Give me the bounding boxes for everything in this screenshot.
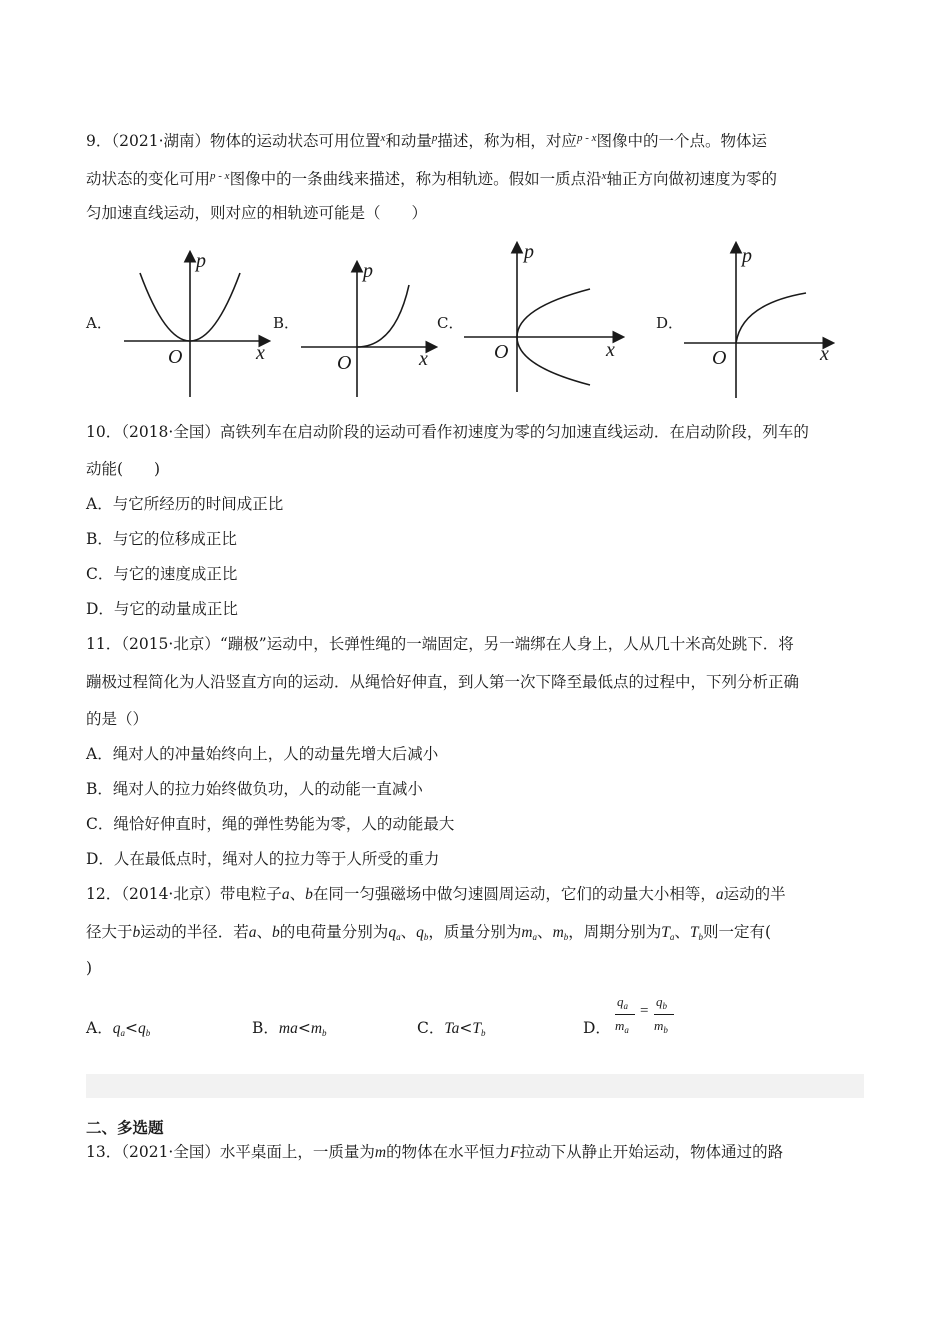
- graph-d: [680, 240, 840, 400]
- q9-line3: 匀加速直线运动，则对应的相轨迹可能是（ ）: [86, 204, 428, 222]
- axis-p-label: p: [742, 245, 752, 267]
- axis-p-label: p: [363, 260, 373, 282]
- frac-left-bar: [615, 1014, 635, 1015]
- q13-line1: 13．（2021·全国）水平桌面上，一质量为m的物体在水平恒力F拉动下从静止开始运动，物体通过的路: [86, 1143, 784, 1161]
- q10-option-c: C．与它的速度成正比: [86, 565, 238, 583]
- axis-x-label: x: [256, 342, 265, 364]
- q12-option-c: C．$Ta<T_b$: [417, 1019, 486, 1038]
- q9-option-d-label: D．: [656, 314, 684, 332]
- frac-left-denominator: $m_a$: [615, 1018, 629, 1035]
- q9-option-c-label: C．: [437, 314, 464, 332]
- frac-left-numerator: $q_a$: [617, 994, 628, 1011]
- origin-label: O: [337, 352, 352, 374]
- q11-line1: 11．（2015·北京）“蹦极”运动中，长弹性绳的一端固定，另一端绑在人身上，人从几十米高处跳下．将: [86, 635, 794, 653]
- axis-x-label: x: [606, 339, 615, 361]
- q10-option-d: D．与它的动量成正比: [86, 600, 238, 618]
- q9-option-a-label: A．: [86, 314, 112, 332]
- q12-line2: 径大于b运动的半径．若a、b的电荷量分别为$q_a$、$q_b$，质量分别为$m_a$、$m_b$，周期分别为$T_a$、$T_b$则一定有(: [86, 923, 772, 942]
- q10-line2: 动能( ): [86, 460, 161, 478]
- q11-option-d: D．人在最低点时，绳对人的拉力等于人所受的重力: [86, 850, 440, 868]
- q12-option-d: D．: [583, 1019, 611, 1037]
- q11-option-b: B．绳对人的拉力始终做负功，人的动能一直减小: [86, 780, 423, 798]
- axis-x-label: x: [820, 343, 829, 365]
- q9-line2: 动状态的变化可用$^{p - x}$图像中的一条曲线来描述，称为相轨迹。假如一质点沿$^x$轴正方向做初速度为零的: [86, 170, 777, 188]
- q11-line3: 的是（）: [86, 710, 149, 728]
- origin-label: O: [712, 347, 727, 369]
- origin-label: O: [494, 341, 509, 363]
- graph-c: [460, 240, 630, 395]
- q11-line2: 蹦极过程简化为人沿竖直方向的运动．从绳恰好伸直，到人第一次下降至最低点的过程中，下列分析正确: [86, 673, 800, 691]
- origin-label: O: [168, 346, 183, 368]
- equals-sign: =: [640, 1003, 649, 1019]
- q11-option-a: A．绳对人的冲量始终向上，人的动量先增大后减小: [86, 745, 439, 763]
- q12-line1: 12．（2014·北京）带电粒子a、b在同一匀强磁场中做匀速圆周运动，它们的动量大小相等，a运动的半: [86, 885, 786, 903]
- graph-a: [118, 245, 278, 400]
- q12-option-b: B．$ma<m_b$: [252, 1019, 327, 1038]
- curve: [357, 285, 409, 347]
- axis-x-label: x: [419, 348, 428, 370]
- section-title: 二、多选题: [86, 1119, 164, 1137]
- answer-area-bar: [86, 1074, 864, 1098]
- q11-option-c: C．绳恰好伸直时，绳的弹性势能为零，人的动能最大: [86, 815, 455, 833]
- q10-line1: 10．（2018·全国）高铁列车在启动阶段的运动可看作初速度为零的匀加速直线运动．在启动阶段，列车的: [86, 423, 809, 441]
- axis-p-label: p: [524, 241, 534, 263]
- q9-line1: 9．（2021·湖南）物体的运动状态可用位置$^x$和动量$^p$描述，称为相，对应$^{p - x}$图像中的一个点。物体运: [86, 132, 767, 150]
- q12-line3: ): [86, 959, 93, 977]
- frac-right-bar: [654, 1014, 674, 1015]
- q12-option-a: A．$q_a<q_b$: [86, 1019, 151, 1038]
- curve: [736, 293, 806, 343]
- q10-option-b: B．与它的位移成正比: [86, 530, 237, 548]
- graph-b: [295, 255, 445, 400]
- q9-option-b-label: B．: [273, 314, 300, 332]
- frac-right-denominator: $m_b$: [654, 1018, 668, 1035]
- axis-p-label: p: [196, 250, 206, 272]
- q10-option-a: A．与它所经历的时间成正比: [86, 495, 284, 513]
- frac-right-numerator: $q_b$: [656, 994, 667, 1011]
